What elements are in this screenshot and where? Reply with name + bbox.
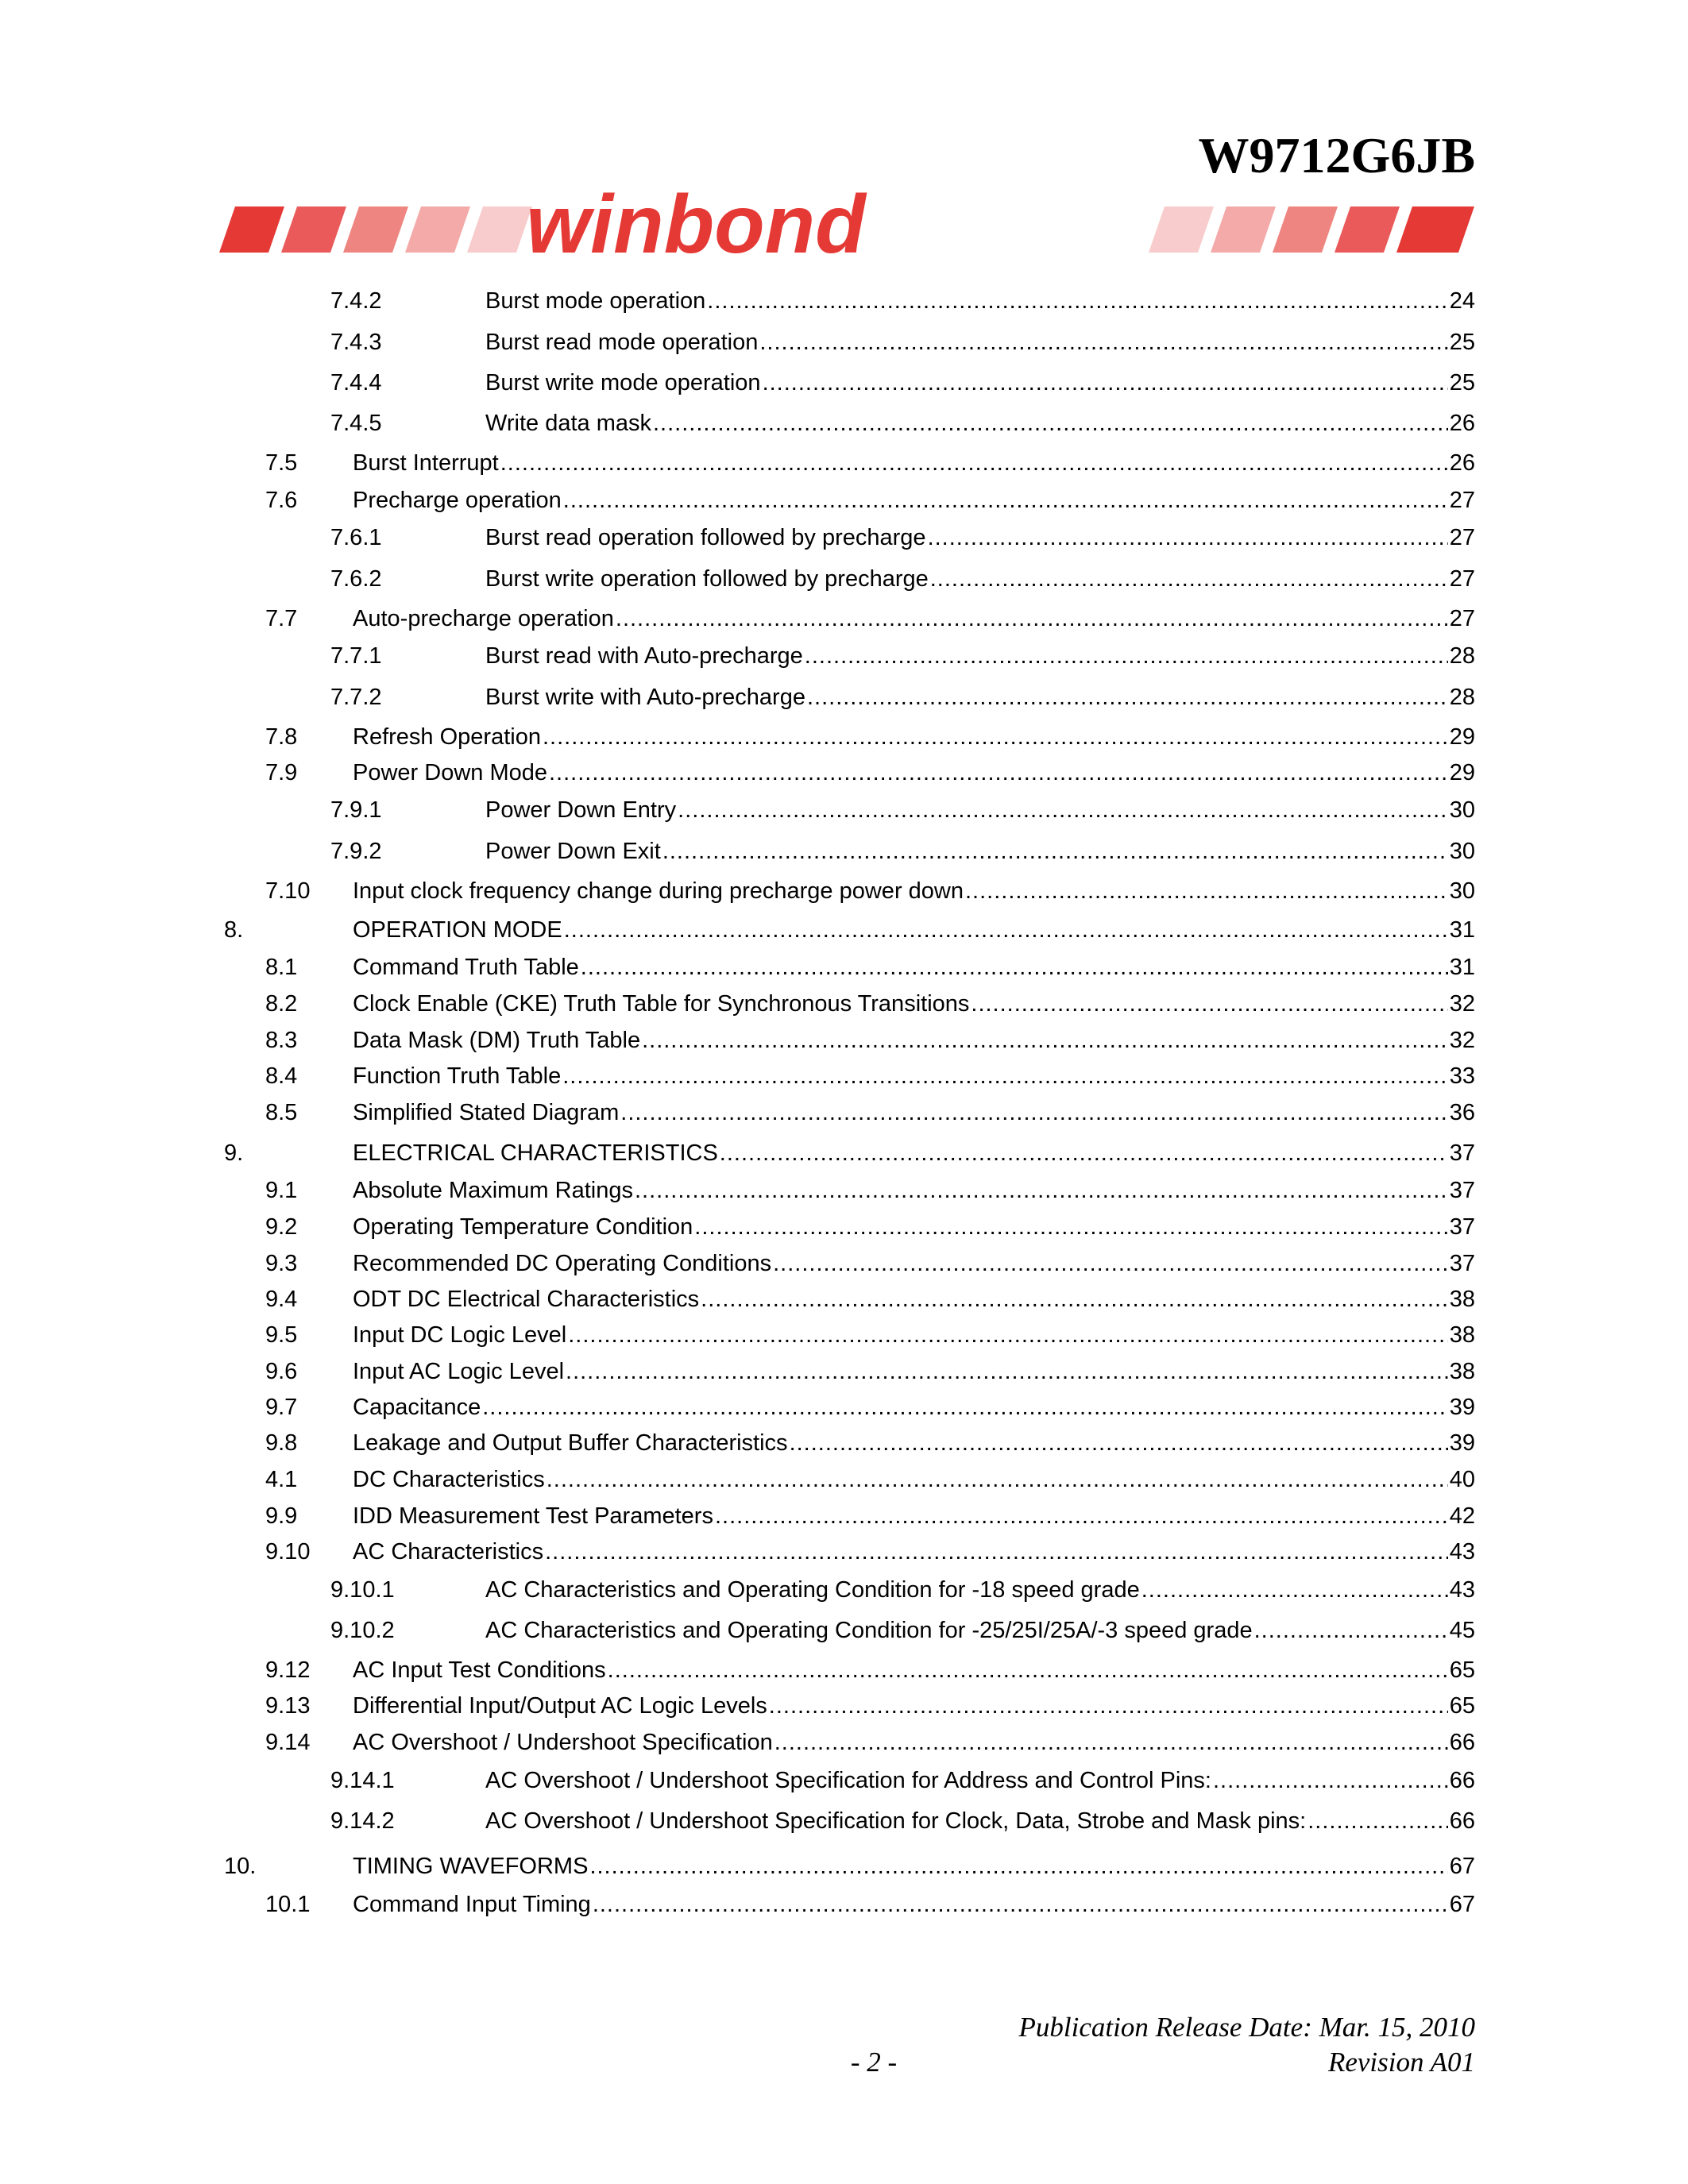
toc-entry-page: 36 (1449, 1100, 1475, 1125)
toc-entry[interactable] (0, 758, 1688, 788)
toc-entry-page: 28 (1449, 685, 1475, 710)
dot-leader (774, 1727, 1448, 1758)
toc-entry[interactable] (0, 989, 1688, 1019)
dot-leader (482, 1392, 1448, 1422)
toc-entry-title-line (485, 1765, 1475, 1796)
toc-entry[interactable] (0, 1212, 1688, 1242)
toc-entry[interactable] (0, 1284, 1688, 1314)
toc-entry-page: 31 (1449, 955, 1475, 980)
toc-entry-number: 8.3 (265, 1028, 298, 1053)
toc-entry-title-line (353, 1320, 1475, 1350)
toc-entry[interactable] (0, 1765, 1688, 1796)
toc-entry-title-line (353, 1428, 1475, 1458)
dot-leader (790, 1428, 1448, 1458)
toc-entry-page: 45 (1449, 1618, 1475, 1643)
toc-entry[interactable] (0, 1575, 1688, 1605)
toc-entry-number: 9.6 (265, 1359, 298, 1384)
toc-entry-number: 10. (224, 1854, 257, 1879)
dot-leader (1213, 1765, 1448, 1796)
toc-entry[interactable] (0, 485, 1688, 515)
publication-release-date: Publication Release Date: Mar. 15, 2010 (1018, 2012, 1475, 2043)
toc-entry-number: 4.1 (265, 1467, 298, 1492)
dot-leader (564, 915, 1448, 945)
dot-leader (763, 368, 1448, 398)
toc-entry-title-line (353, 1501, 1475, 1531)
toc-entry[interactable] (0, 1655, 1688, 1685)
dot-leader (694, 1212, 1447, 1242)
toc-entry-page: 26 (1449, 411, 1475, 436)
toc-entry-title-line (485, 368, 1475, 398)
toc-entry[interactable] (0, 1464, 1688, 1495)
toc-entry-number: 9. (224, 1140, 244, 1166)
toc-entry-page: 66 (1449, 1808, 1475, 1834)
toc-entry-title: Differential Input/Output AC Logic Levels (353, 1693, 767, 1719)
dot-leader (500, 448, 1448, 478)
dot-leader (701, 1284, 1448, 1314)
toc-entry-title-line (353, 1889, 1475, 1920)
toc-entry-number: 9.13 (265, 1693, 311, 1719)
toc-entry-title-line (353, 1464, 1475, 1495)
toc-entry-number: 8.2 (265, 991, 298, 1017)
toc-entry-title-line (353, 1175, 1475, 1206)
toc-entry-page: 38 (1449, 1322, 1475, 1348)
toc-entry-title: Burst read with Auto-precharge (485, 643, 803, 669)
toc-entry[interactable] (0, 286, 1688, 316)
toc-entry-page: 27 (1449, 606, 1475, 631)
toc-entry[interactable] (0, 1691, 1688, 1721)
toc-entry-title-line (353, 1727, 1475, 1758)
dot-leader (589, 1851, 1447, 1881)
dot-leader (715, 1501, 1448, 1531)
toc-entry-title: AC Overshoot / Undershoot Specification (353, 1730, 773, 1755)
toc-entry-title: Leakage and Output Buffer Characteristics (353, 1430, 788, 1456)
toc-entry-number: 7.6 (265, 488, 298, 513)
toc-entry-title: TIMING WAVEFORMS (353, 1854, 589, 1879)
toc-entry-title-line (353, 448, 1475, 478)
dot-leader (593, 1889, 1448, 1920)
toc-entry[interactable] (0, 641, 1688, 671)
toc-entry[interactable] (0, 604, 1688, 634)
toc-entry-number: 9.10.1 (330, 1577, 395, 1603)
dot-leader (773, 1248, 1448, 1279)
toc-entry-page: 26 (1449, 450, 1475, 476)
toc-entry-title: Power Down Exit (485, 839, 661, 864)
toc-entry-number: 7.4.5 (330, 411, 382, 436)
toc-entry-title: Input clock frequency change during precharge power down (353, 878, 964, 904)
toc-entry-page: 37 (1449, 1140, 1475, 1166)
toc-entry-title: Precharge operation (353, 488, 562, 513)
toc-entry[interactable] (0, 448, 1688, 478)
toc-entry-number: 7.4.3 (330, 330, 382, 355)
toc-entry[interactable] (0, 876, 1688, 906)
toc-entry-number: 9.4 (265, 1287, 298, 1312)
toc-entry-number: 9.1 (265, 1178, 298, 1203)
toc-entry-page: 30 (1449, 839, 1475, 864)
toc-entry-title: Burst write with Auto-precharge (485, 685, 805, 710)
toc-entry-page: 28 (1449, 643, 1475, 669)
toc-entry[interactable] (0, 564, 1688, 594)
toc-entry[interactable] (0, 1098, 1688, 1128)
toc-entry-title: Burst write operation followed by precharge (485, 566, 929, 592)
toc-entry-page: 27 (1449, 566, 1475, 592)
toc-entry-title: Power Down Entry (485, 797, 677, 823)
toc-entry-title-line (353, 952, 1475, 982)
dot-leader (965, 876, 1448, 906)
toc-entry-number: 9.2 (265, 1214, 298, 1240)
dot-leader (562, 1061, 1448, 1091)
toc-entry-number: 9.10 (265, 1539, 311, 1565)
toc-entry-title-line (353, 1138, 1475, 1168)
toc-entry-title-line (353, 722, 1475, 752)
dot-leader (545, 1537, 1448, 1567)
toc-entry-title-line (353, 876, 1475, 906)
toc-entry[interactable] (0, 1392, 1688, 1422)
dot-leader (1141, 1575, 1448, 1605)
dot-leader (653, 408, 1448, 438)
toc-entry-number: 8.5 (265, 1100, 298, 1125)
toc-entry-number: 7.6.1 (330, 525, 382, 550)
toc-entry-title: ODT DC Electrical Characteristics (353, 1287, 700, 1312)
toc-entry-title: Auto-precharge operation (353, 606, 614, 631)
dot-leader (662, 836, 1448, 866)
toc-entry-number: 7.6.2 (330, 566, 382, 592)
toc-entry-title: Burst write mode operation (485, 370, 761, 396)
toc-entry-page: 66 (1449, 1768, 1475, 1793)
toc-entry-title-line (485, 795, 1475, 825)
toc-entry-title: ELECTRICAL CHARACTERISTICS (353, 1140, 718, 1166)
toc-entry-title: Clock Enable (CKE) Truth Table for Synchronous Transitions (353, 991, 970, 1017)
toc-entry-number: 7.5 (265, 450, 298, 476)
toc-entry-title-line (485, 1575, 1475, 1605)
toc-entry[interactable] (0, 1727, 1688, 1758)
toc-entry-title-line (353, 1655, 1475, 1685)
toc-entry[interactable] (0, 1061, 1688, 1091)
toc-entry-page: 32 (1449, 1028, 1475, 1053)
dot-leader (642, 1025, 1448, 1055)
dot-leader (1308, 1806, 1448, 1836)
toc-entry-page: 67 (1449, 1892, 1475, 1917)
toc-entry-title-line (353, 758, 1475, 788)
toc-entry-page: 65 (1449, 1693, 1475, 1719)
toc-entry-title-line (353, 989, 1475, 1019)
toc-entry-page: 32 (1449, 991, 1475, 1017)
toc-entry-title-line (485, 286, 1475, 316)
dot-leader (620, 1098, 1447, 1128)
part-number: W9712G6JB (1198, 127, 1475, 183)
toc-entry-title-line (353, 1691, 1475, 1721)
toc-entry-title: AC Characteristics (353, 1539, 544, 1565)
toc-entry-title-line (353, 1537, 1475, 1567)
toc-entry-title: Input AC Logic Level (353, 1359, 565, 1384)
toc-entry-title: Recommended DC Operating Conditions (353, 1251, 772, 1276)
toc-entry-title-line (353, 1025, 1475, 1055)
toc-entry-number: 8.4 (265, 1063, 298, 1089)
toc-entry-title-line (485, 523, 1475, 553)
toc-entry-page: 37 (1449, 1214, 1475, 1240)
toc-entry-title-line (485, 682, 1475, 712)
toc-entry[interactable] (0, 1851, 1688, 1881)
toc-entry-number: 9.8 (265, 1430, 298, 1456)
dot-leader (568, 1320, 1448, 1350)
toc-entry[interactable] (0, 915, 1688, 945)
toc-entry-number: 9.9 (265, 1503, 298, 1529)
toc-entry-title: AC Input Test Conditions (353, 1657, 606, 1683)
toc-entry-title-line (485, 1615, 1475, 1646)
dot-leader (616, 604, 1448, 634)
toc-entry[interactable] (0, 682, 1688, 712)
dot-leader (930, 564, 1448, 594)
toc-entry-number: 10.1 (265, 1892, 311, 1917)
toc-entry[interactable] (0, 1248, 1688, 1279)
toc-entry[interactable] (0, 1356, 1688, 1387)
toc-entry-page: 27 (1449, 488, 1475, 513)
toc-entry-number: 8. (224, 917, 244, 943)
toc-entry-number: 7.7.1 (330, 643, 382, 669)
toc-entry-page: 31 (1449, 917, 1475, 943)
toc-entry-page: 40 (1449, 1467, 1475, 1492)
toc-entry-title: Burst read operation followed by precharge (485, 525, 926, 550)
toc-entry-title: Data Mask (DM) Truth Table (353, 1028, 641, 1053)
toc-entry[interactable] (0, 1025, 1688, 1055)
toc-entry-number: 9.14.1 (330, 1768, 395, 1793)
toc-entry-number: 9.12 (265, 1657, 311, 1683)
dot-leader (807, 682, 1448, 712)
toc-entry-title: DC Characteristics (353, 1467, 545, 1492)
toc-entry-title-line (485, 641, 1475, 671)
toc-entry-title: IDD Measurement Test Parameters (353, 1503, 713, 1529)
toc-entry[interactable] (0, 1615, 1688, 1646)
toc-entry-page: 27 (1449, 525, 1475, 550)
toc-entry[interactable] (0, 1537, 1688, 1567)
toc-entry[interactable] (0, 1320, 1688, 1350)
toc-entry-number: 9.14.2 (330, 1808, 395, 1834)
dot-leader (563, 485, 1448, 515)
toc-entry-page: 30 (1449, 878, 1475, 904)
toc-entry-number: 9.10.2 (330, 1618, 395, 1643)
toc-entry[interactable] (0, 795, 1688, 825)
toc-entry-page: 37 (1449, 1178, 1475, 1203)
toc-entry-page: 65 (1449, 1657, 1475, 1683)
toc-entry-page: 37 (1449, 1251, 1475, 1276)
toc-entry-page: 67 (1449, 1854, 1475, 1879)
toc-entry[interactable] (0, 408, 1688, 438)
dot-leader (608, 1655, 1448, 1685)
dot-leader (547, 1464, 1448, 1495)
toc-entry-page: 38 (1449, 1359, 1475, 1384)
toc-entry-title: Function Truth Table (353, 1063, 562, 1089)
dot-leader (678, 795, 1448, 825)
toc-entry-title-line (353, 1061, 1475, 1091)
dot-leader (581, 952, 1448, 982)
toc-entry[interactable] (0, 368, 1688, 398)
toc-entry-title: Burst read mode operation (485, 330, 759, 355)
toc-entry-page: 24 (1449, 288, 1475, 314)
toc-entry-page: 25 (1449, 330, 1475, 355)
toc-entry-title: Burst mode operation (485, 288, 706, 314)
toc-entry-title: Burst Interrupt (353, 450, 499, 476)
toc-entry-number: 7.4.2 (330, 288, 382, 314)
dot-leader (1254, 1615, 1448, 1646)
toc-entry[interactable] (0, 327, 1688, 357)
dot-leader (720, 1138, 1448, 1168)
toc-entry-number: 9.3 (265, 1251, 298, 1276)
toc-entry-number: 7.4.4 (330, 370, 382, 396)
toc-entry-title: Capacitance (353, 1395, 481, 1420)
dot-leader (549, 758, 1448, 788)
dot-leader (707, 286, 1447, 316)
dot-leader (759, 327, 1447, 357)
toc-entry-title-line (353, 1248, 1475, 1279)
toc-entry-number: 7.7.2 (330, 685, 382, 710)
toc-entry-page: 33 (1449, 1063, 1475, 1089)
toc-entry-title: Input DC Logic Level (353, 1322, 567, 1348)
toc-entry-page: 29 (1449, 724, 1475, 750)
toc-entry-number: 7.10 (265, 878, 311, 904)
toc-entry-title: OPERATION MODE (353, 917, 562, 943)
toc-entry-title-line (485, 836, 1475, 866)
toc-entry[interactable] (0, 523, 1688, 553)
toc-entry[interactable] (0, 722, 1688, 752)
toc-entry-title-line (485, 408, 1475, 438)
toc-entry-page: 43 (1449, 1539, 1475, 1565)
toc-entry-title-line (353, 1098, 1475, 1128)
toc-entry-title-line (485, 1806, 1475, 1836)
toc-entry-title-line (485, 564, 1475, 594)
toc-entry-number: 7.9.2 (330, 839, 382, 864)
toc-entry-number: 8.1 (265, 955, 298, 980)
toc-entry[interactable] (0, 1428, 1688, 1458)
toc-entry[interactable] (0, 1889, 1688, 1920)
dot-leader (769, 1691, 1448, 1721)
dot-leader (805, 641, 1448, 671)
toc-entry[interactable] (0, 1175, 1688, 1206)
logo-wordmark: winbond (526, 191, 866, 266)
toc-entry-page: 42 (1449, 1503, 1475, 1529)
toc-entry-title-line (485, 327, 1475, 357)
toc-entry-page: 39 (1449, 1395, 1475, 1420)
toc-entry-page: 39 (1449, 1430, 1475, 1456)
toc-entry[interactable] (0, 1138, 1688, 1168)
toc-entry-title: Refresh Operation (353, 724, 541, 750)
dot-leader (543, 722, 1448, 752)
toc-entry-page: 38 (1449, 1287, 1475, 1312)
toc-entry-number: 7.9 (265, 760, 298, 785)
toc-entry-title: Simplified Stated Diagram (353, 1100, 620, 1125)
toc-entry[interactable] (0, 836, 1688, 866)
toc-entry-title: AC Characteristics and Operating Condition for -25/25I/25A/-3 speed grade (485, 1618, 1253, 1643)
toc-entry-title-line (353, 1851, 1475, 1881)
toc-entry[interactable] (0, 1806, 1688, 1836)
toc-entry-number: 9.7 (265, 1395, 298, 1420)
toc-entry-title: AC Overshoot / Undershoot Specification for Address and Control Pins: (485, 1768, 1211, 1793)
toc-entry-title-line (353, 1392, 1475, 1422)
toc-entry-title-line (353, 485, 1475, 515)
toc-entry[interactable] (0, 1501, 1688, 1531)
toc-entry-title: AC Characteristics and Operating Condition for -18 speed grade (485, 1577, 1140, 1603)
revision: Revision A01 (1327, 2047, 1475, 2078)
toc-entry[interactable] (0, 952, 1688, 982)
toc-entry-title: Command Truth Table (353, 955, 579, 980)
toc-entry-title: Operating Temperature Condition (353, 1214, 693, 1240)
toc-entry-title-line (353, 1356, 1475, 1387)
toc-entry-title: Power Down Mode (353, 760, 547, 785)
dot-leader (635, 1175, 1448, 1206)
toc-entry-title-line (353, 915, 1475, 945)
toc-entry-page: 43 (1449, 1577, 1475, 1603)
toc-entry-page: 29 (1449, 760, 1475, 785)
toc-entry-page: 66 (1449, 1730, 1475, 1755)
toc-entry-title-line (353, 1212, 1475, 1242)
toc-entry-number: 9.14 (265, 1730, 311, 1755)
toc-entry-title: Command Input Timing (353, 1892, 591, 1917)
toc-entry-title-line (353, 1284, 1475, 1314)
dot-leader (971, 989, 1447, 1019)
toc-entry-number: 9.5 (265, 1322, 298, 1348)
toc-entry-title: AC Overshoot / Undershoot Specification for Clock, Data, Strobe and Mask pins: (485, 1808, 1307, 1834)
toc-entry-title: Absolute Maximum Ratings (353, 1178, 633, 1203)
toc-entry-number: 7.7 (265, 606, 298, 631)
toc-entry-number: 7.9.1 (330, 797, 382, 823)
toc-entry-title-line (353, 604, 1475, 634)
toc-entry-page: 30 (1449, 797, 1475, 823)
toc-entry-title: Write data mask (485, 411, 651, 436)
toc-entry-page: 25 (1449, 370, 1475, 396)
toc-entry-number: 7.8 (265, 724, 298, 750)
dot-leader (566, 1356, 1448, 1387)
page-number: - 2 - (850, 2047, 898, 2078)
dot-leader (928, 523, 1448, 553)
